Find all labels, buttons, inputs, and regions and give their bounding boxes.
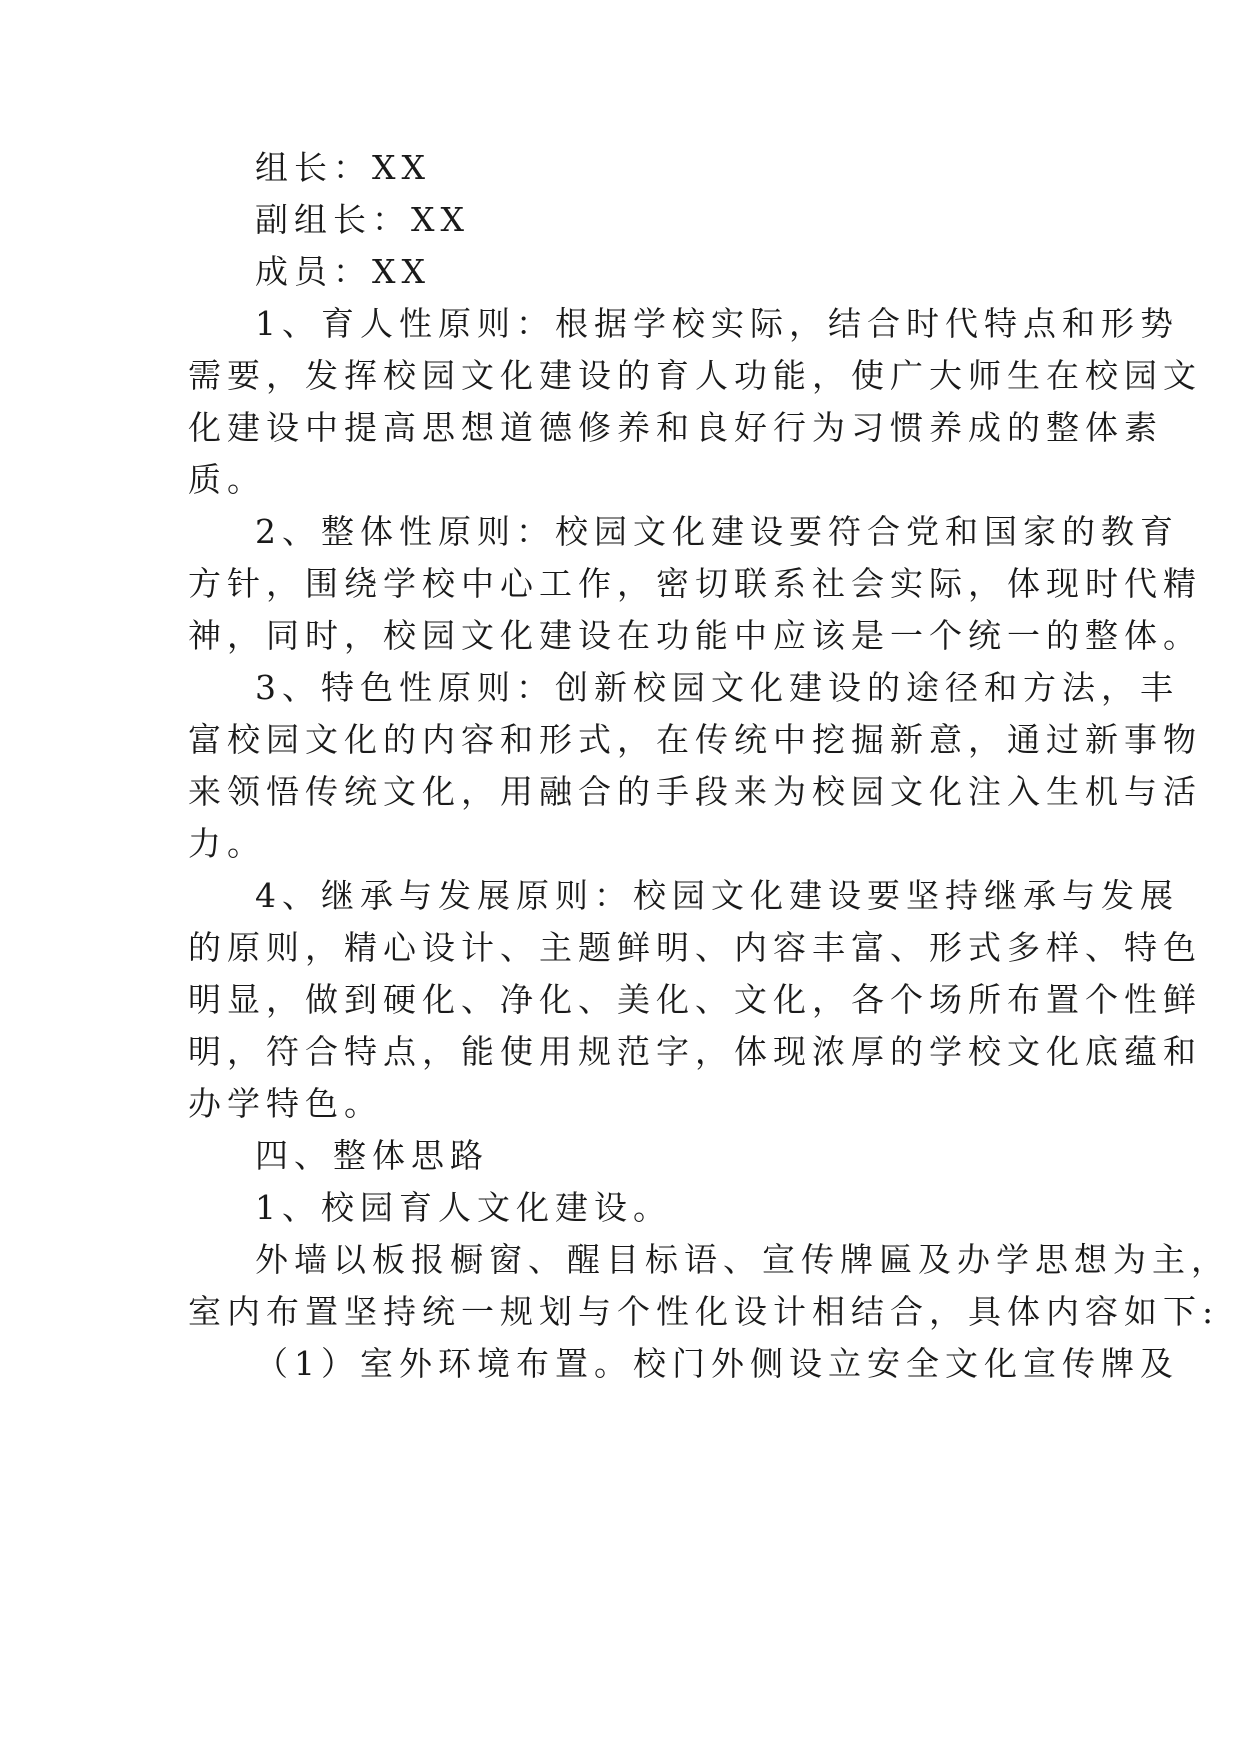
text-line: 富校园文化的内容和形式，在传统中挖掘新意，通过新事物 <box>188 720 1202 759</box>
text-line-members: 成员：XX <box>255 252 431 291</box>
text-line-principle-2: 2、整体性原则：校园文化建设要符合党和国家的教育 <box>255 512 1179 551</box>
text-line: 方针，围绕学校中心工作，密切联系社会实际，体现时代精 <box>188 564 1202 603</box>
text-line: 外墙以板报橱窗、醒目标语、宣传牌匾及办学思想为主， <box>255 1240 1230 1279</box>
text-line: 质。 <box>188 460 266 499</box>
text-line: 力。 <box>188 824 266 863</box>
text-line: 的原则，精心设计、主题鲜明、内容丰富、形式多样、特色 <box>188 928 1202 967</box>
text-line-principle-3: 3、特色性原则：创新校园文化建设的途径和方法，丰 <box>255 668 1179 707</box>
text-line: 来领悟传统文化，用融合的手段来为校园文化注入生机与活 <box>188 772 1202 811</box>
text-line: 办学特色。 <box>188 1084 383 1123</box>
text-line: 神，同时，校园文化建设在功能中应该是一个统一的整体。 <box>188 616 1202 655</box>
text-line-principle-4: 4、继承与发展原则：校园文化建设要坚持继承与发展 <box>255 876 1179 915</box>
text-line-principle-1: 1、育人性原则：根据学校实际，结合时代特点和形势 <box>255 304 1179 343</box>
text-line-leader: 组长：XX <box>255 148 431 187</box>
text-line: 需要，发挥校园文化建设的育人功能，使广大师生在校园文 <box>188 356 1202 395</box>
subsection-heading-culture-building: 1、校园育人文化建设。 <box>255 1188 672 1227</box>
text-line: 明，符合特点，能使用规范字，体现浓厚的学校文化底蕴和 <box>188 1032 1202 1071</box>
text-line: 室内布置坚持统一规划与个性化设计相结合，具体内容如下: <box>188 1292 1220 1331</box>
text-line-item-1: （1）室外环境布置。校门外侧设立安全文化宣传牌及 <box>255 1344 1179 1383</box>
section-heading-overall-approach: 四、整体思路 <box>255 1136 489 1175</box>
text-line: 明显，做到硬化、净化、美化、文化，各个场所布置个性鲜 <box>188 980 1202 1019</box>
text-line-deputy-leader: 副组长：XX <box>255 200 470 239</box>
text-line: 化建设中提高思想道德修养和良好行为习惯养成的整体素 <box>188 408 1163 447</box>
